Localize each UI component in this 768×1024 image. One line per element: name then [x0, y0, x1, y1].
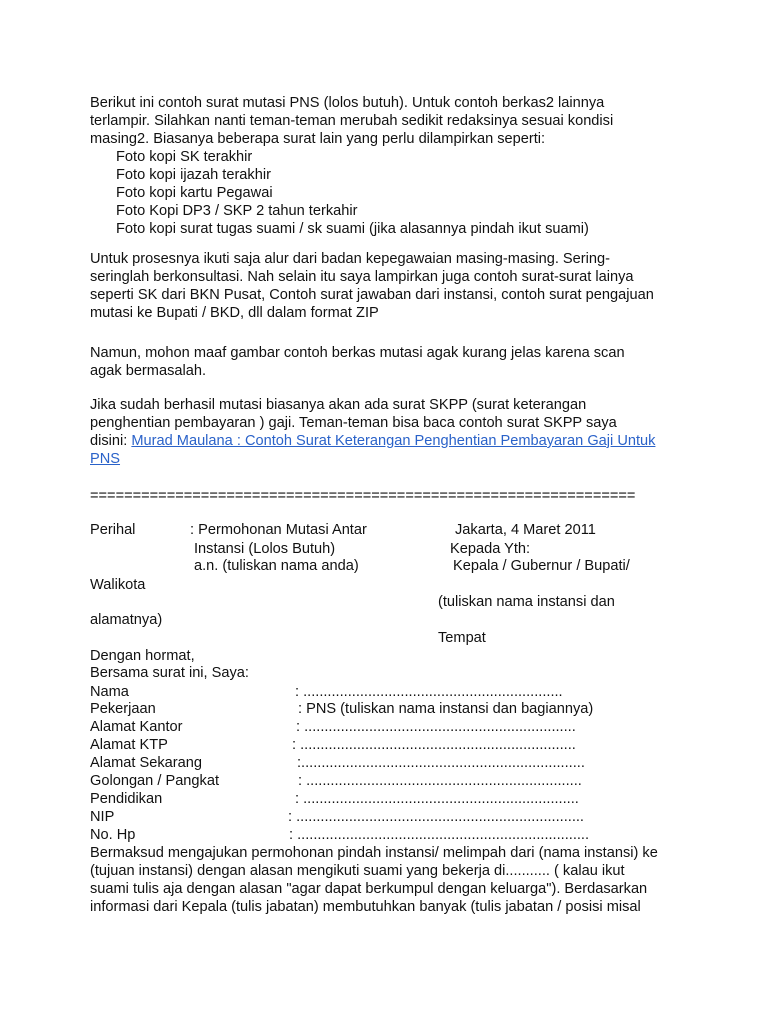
field-label: Golongan / Pangkat	[90, 773, 220, 789]
list-item: Foto kopi kartu Pegawai	[116, 185, 273, 201]
field-label: Alamat KTP	[90, 737, 168, 753]
paragraph-line	[90, 450, 690, 468]
field-label: Nama	[90, 684, 129, 700]
recipient-place: Tempat	[438, 630, 486, 646]
perihal-text: : Permohonan Mutasi Antar	[190, 522, 367, 538]
recipient-instansi: (tuliskan nama instansi dan	[438, 594, 615, 610]
paragraph-line: Namun, mohon maaf gambar contoh berkas mutasi agak kurang jelas karena scan	[90, 345, 625, 361]
field-value: : ....................................................................	[295, 791, 579, 807]
field-value: : ....................................................................	[292, 737, 576, 753]
paragraph-line: mutasi ke Bupati / BKD, dll dalam format ZIP	[90, 305, 379, 321]
recipient-addressee: Kepala / Gubernur / Bupati/	[453, 558, 630, 574]
paragraph-line: seringlah berkonsultasi. Nah selain itu saya lampirkan juga contoh surat-surat lainya	[90, 269, 634, 285]
paragraph-line: Untuk prosesnya ikuti saja alur dari badan kepegawaian masing-masing. Sering-	[90, 251, 610, 267]
field-value: : ........................................................................	[289, 827, 590, 843]
field-value: : PNS (tuliskan nama instansi dan bagiannya)	[298, 701, 594, 717]
field-label: Alamat Kantor	[90, 719, 183, 735]
field-value: : ....................................................................	[298, 773, 582, 789]
perihal-text: a.n. (tuliskan nama anda)	[194, 558, 359, 574]
intro-line: Berikut ini contoh surat mutasi PNS (lolos butuh). Untuk contoh berkas2 lainnya	[90, 95, 605, 111]
process-paragraph	[90, 250, 690, 322]
recipient-address: alamatnya)	[90, 612, 163, 628]
paragraph-line: Jika sudah berhasil mutasi biasanya akan ada surat SKPP (surat keterangan	[90, 397, 587, 413]
opening-line: Bersama surat ini, Saya:	[90, 665, 249, 681]
perihal-label: Perihal	[90, 522, 136, 538]
list-item: Foto kopi surat tugas suami / sk suami (jika alasannya pindah ikut suami)	[116, 221, 589, 237]
field-label: Alamat Sekarang	[90, 755, 202, 771]
recipient-walikota: Walikota	[90, 577, 146, 593]
intro-line: terlampir. Silahkan nanti teman-teman merubah sedikit redaksinya sesuai kondisi	[90, 113, 614, 129]
field-value: : .......................................................................	[288, 809, 584, 825]
apology-paragraph	[90, 344, 690, 380]
place-date: Jakarta, 4 Maret 2011	[455, 522, 596, 538]
field-label: NIP	[90, 809, 115, 825]
paragraph-line: seperti SK dari BKN Pusat, Contoh surat jawaban dari instansi, contoh surat pengajuan	[90, 287, 654, 303]
field-value: : ................................................................	[295, 684, 563, 700]
paragraph-line: informasi dari Kepala (tulis jabatan) membutuhkan banyak (tulis jabatan / posisi misal	[90, 899, 641, 915]
list-item: Foto kopi ijazah terakhir	[116, 167, 271, 183]
paragraph-line: penghentian pembayaran ) gaji. Teman-teman bisa baca contoh surat SKPP saya	[90, 415, 617, 431]
paragraph-line: Bermaksud mengajukan permohonan pindah instansi/ melimpah dari (nama instansi) ke	[90, 845, 658, 861]
request-paragraph	[90, 844, 710, 916]
intro-line: masing2. Biasanya beberapa surat lain yang perlu dilampirkan seperti:	[90, 131, 546, 147]
intro-paragraph	[90, 94, 690, 238]
paragraph-line: agak bermasalah.	[90, 363, 207, 379]
field-label: Pendidikan	[90, 791, 163, 807]
field-label: No. Hp	[90, 827, 136, 843]
field-value: : ...................................................................	[296, 719, 576, 735]
skpp-paragraph	[90, 396, 690, 468]
field-label: Pekerjaan	[90, 701, 156, 717]
paragraph-line: (tujuan instansi) dengan alasan mengikuti suami yang bekerja di........... ( kalau ikut	[90, 863, 625, 879]
skpp-link[interactable]: Murad Maulana : Contoh Surat Keterangan Penghentian Pembayaran Gaji Untuk	[131, 433, 656, 449]
skpp-link-continued[interactable]: PNS	[90, 451, 121, 467]
divider: ================================================================	[90, 488, 636, 504]
link-prefix: disini:	[90, 433, 132, 449]
recipient-intro: Kepada Yth:	[450, 541, 531, 557]
paragraph-line: suami tulis aja dengan alasan "agar dapat berkumpul dengan keluarga"). Berdasarkan	[90, 881, 648, 897]
list-item: Foto Kopi DP3 / SKP 2 tahun terkahir	[116, 203, 358, 219]
paragraph-line	[90, 432, 690, 450]
field-value: :......................................................................	[297, 755, 585, 771]
perihal-text: Instansi (Lolos Butuh)	[194, 541, 336, 557]
list-item: Foto kopi SK terakhir	[116, 149, 253, 165]
greeting: Dengan hormat,	[90, 648, 195, 664]
